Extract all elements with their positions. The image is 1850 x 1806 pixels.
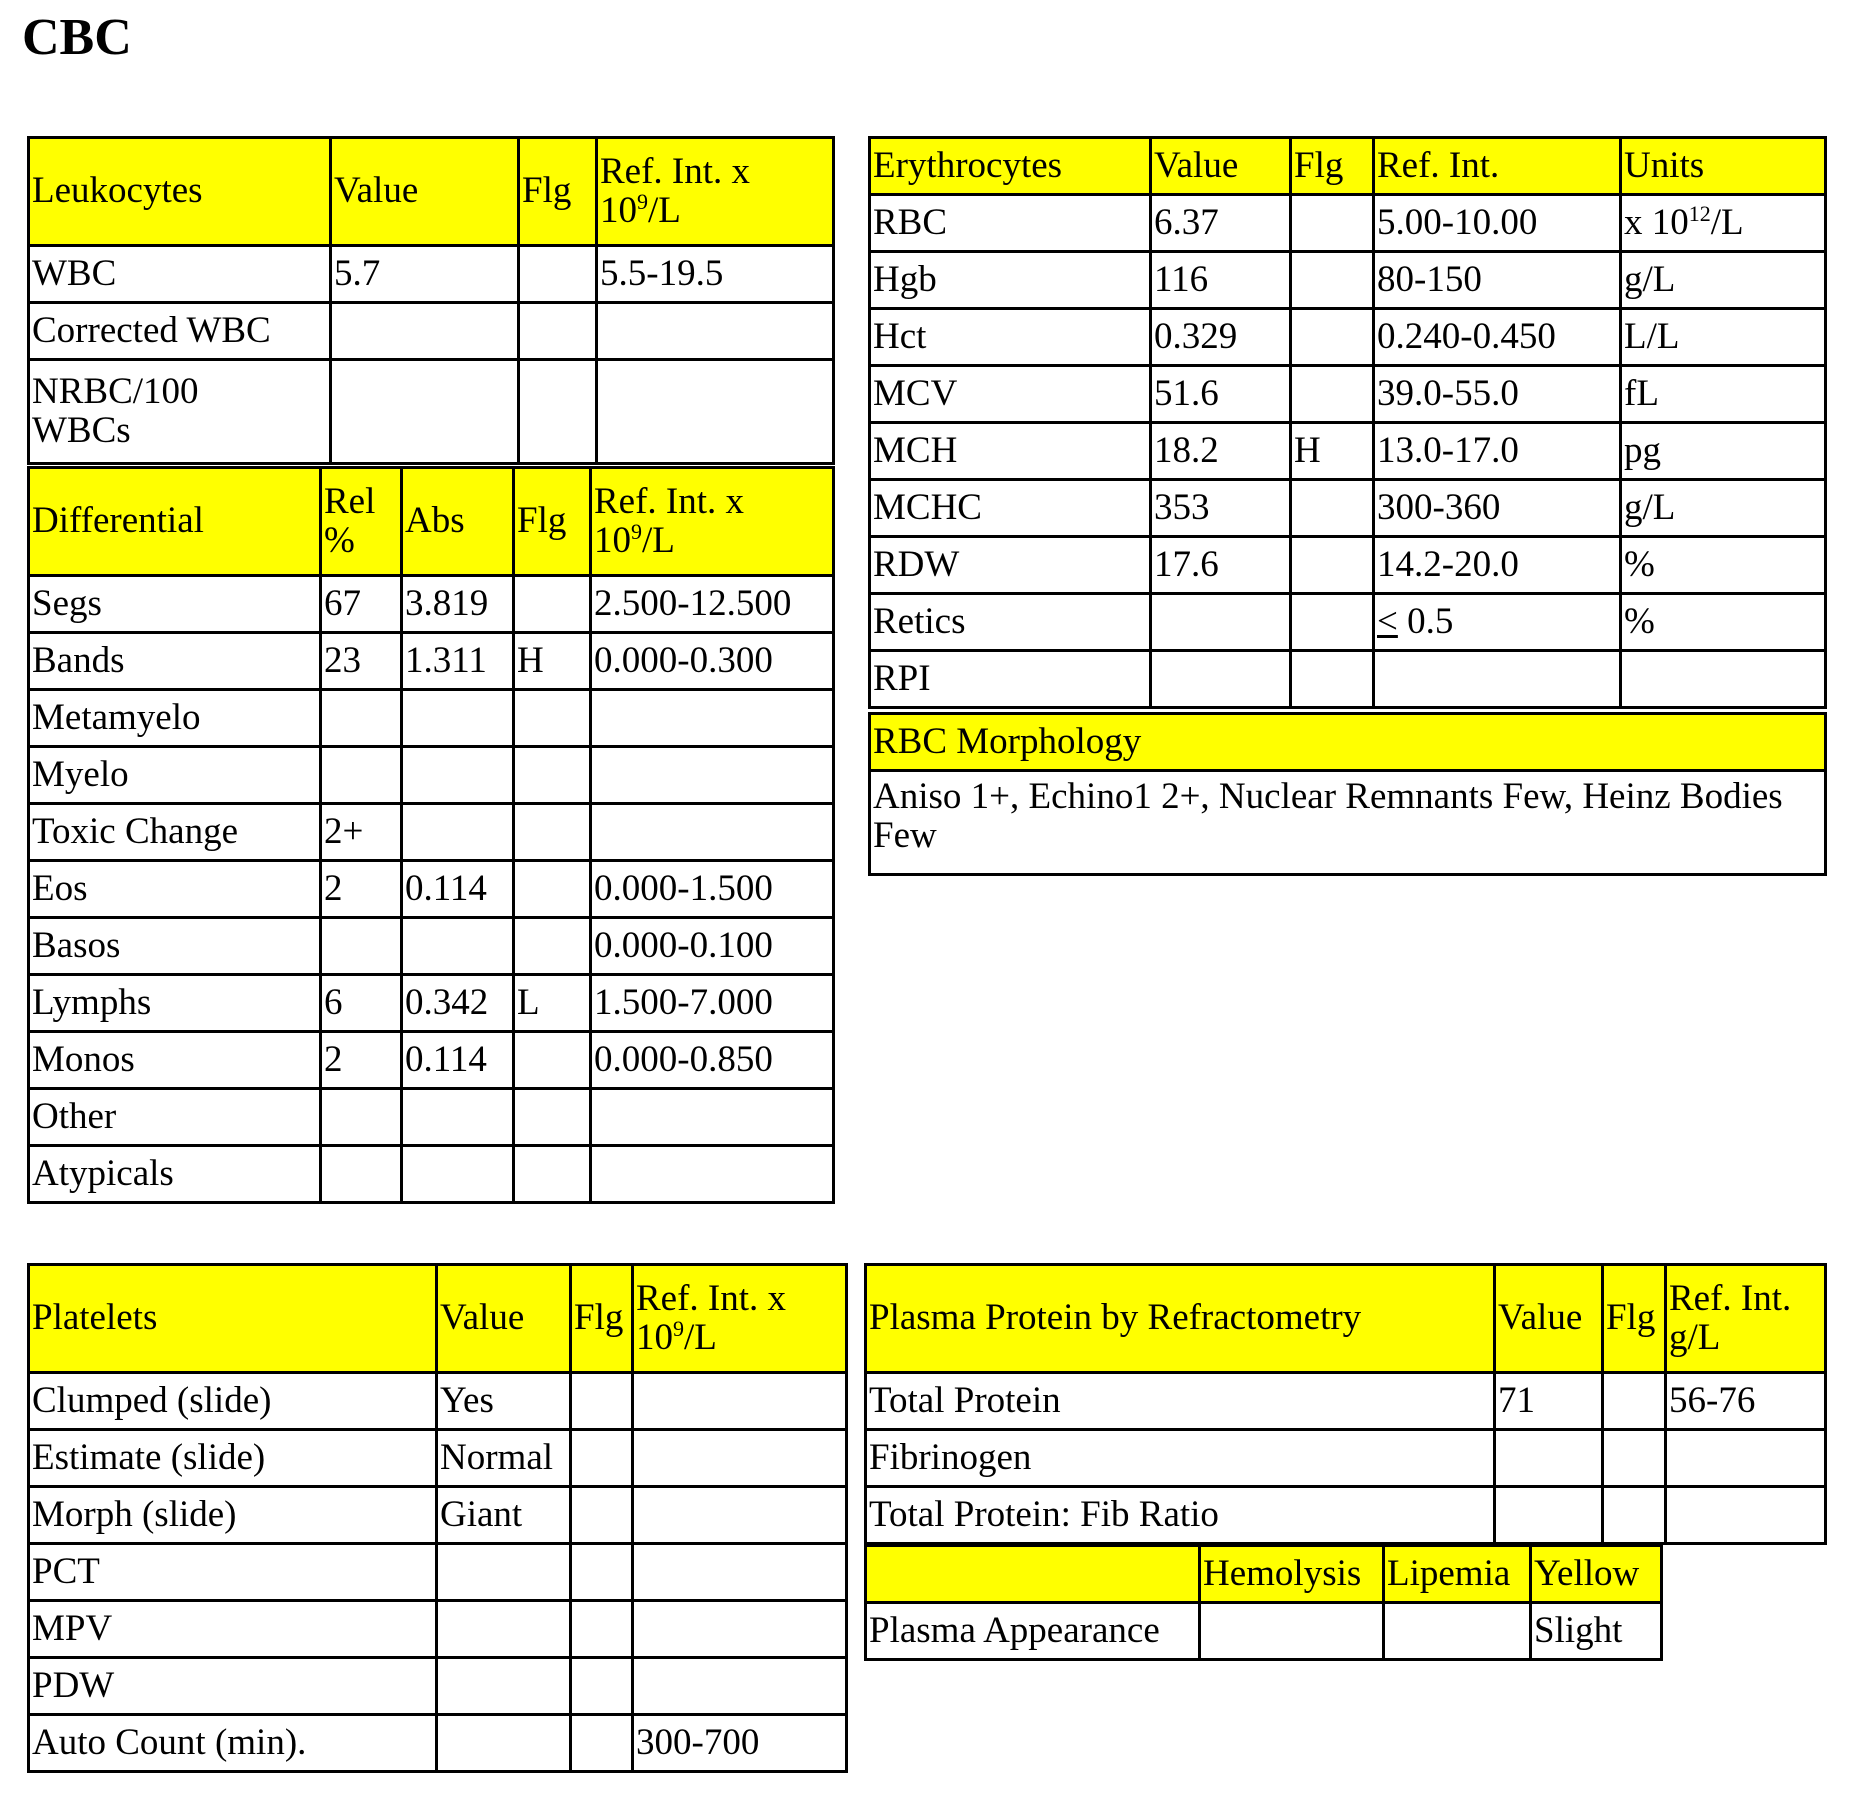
less-equal-symbol: < [1377, 600, 1398, 642]
table-row [870, 252, 1826, 309]
table-row [29, 360, 834, 464]
plasma-protein-table [864, 1263, 1827, 1545]
header-ref-int: Ref. Int. g/L [1666, 1265, 1826, 1373]
row-label: Estimate (slide) [29, 1430, 437, 1487]
row-value: 51.6 [1151, 366, 1291, 423]
row-abs: 0.342 [402, 975, 514, 1032]
row-flag [1291, 480, 1374, 537]
row-abs: 0.114 [402, 861, 514, 918]
row-label: Eos [29, 861, 321, 918]
table-row [29, 1146, 834, 1203]
row-rel: 6 [321, 975, 402, 1032]
row-label: Myelo [29, 747, 321, 804]
table-row [29, 1032, 834, 1089]
row-flag [571, 1373, 633, 1430]
table-row [870, 594, 1826, 651]
row-value [1151, 594, 1291, 651]
row-ref [591, 747, 834, 804]
row-value [437, 1715, 571, 1772]
row-units: g/L [1621, 480, 1826, 537]
row-value: Giant [437, 1487, 571, 1544]
table-row [29, 1715, 847, 1772]
header-value: Value [331, 138, 519, 246]
row-label: MCH [870, 423, 1151, 480]
header-leukocytes: Leukocytes [29, 138, 331, 246]
row-ref [633, 1373, 847, 1430]
row-value [331, 360, 519, 464]
row-label: Retics [870, 594, 1151, 651]
row-ref [597, 303, 834, 360]
row-value: 6.37 [1151, 195, 1291, 252]
row-rel [321, 1146, 402, 1203]
row-ref: 13.0-17.0 [1374, 423, 1621, 480]
table-row [870, 480, 1826, 537]
row-rel [321, 747, 402, 804]
row-flag [514, 918, 591, 975]
row-ref: 0.000-0.850 [591, 1032, 834, 1089]
erythrocytes-table [868, 136, 1827, 709]
table-row [29, 1487, 847, 1544]
table-row [866, 1487, 1826, 1544]
header-flag: Flg [571, 1265, 633, 1373]
header-hemolysis: Hemolysis [1200, 1546, 1384, 1603]
row-rel: 23 [321, 633, 402, 690]
row-flag [571, 1658, 633, 1715]
row-abs: 3.819 [402, 576, 514, 633]
table-row [870, 309, 1826, 366]
row-label: Morph (slide) [29, 1487, 437, 1544]
table-row [29, 975, 834, 1032]
row-flag [1291, 537, 1374, 594]
header-flag: Flg [514, 468, 591, 576]
row-flag [571, 1715, 633, 1772]
row-flag [514, 576, 591, 633]
row-label: Basos [29, 918, 321, 975]
row-label: Fibrinogen [866, 1430, 1495, 1487]
row-label: Total Protein [866, 1373, 1495, 1430]
table-row [29, 303, 834, 360]
row-value [1495, 1487, 1603, 1544]
row-label: RBC [870, 195, 1151, 252]
row-flag [514, 1089, 591, 1146]
row-flag [571, 1544, 633, 1601]
header-flag: Flg [1291, 138, 1374, 195]
row-ref [633, 1430, 847, 1487]
row-label: Plasma Appearance [866, 1603, 1200, 1660]
row-ref [633, 1487, 847, 1544]
table-row [29, 1544, 847, 1601]
row-flag [571, 1430, 633, 1487]
table-row [870, 195, 1826, 252]
row-ref [1666, 1487, 1826, 1544]
row-value: 0.329 [1151, 309, 1291, 366]
row-ref: 5.5-19.5 [597, 246, 834, 303]
row-label: Hct [870, 309, 1151, 366]
header-units: Units [1621, 138, 1826, 195]
row-flag [1291, 309, 1374, 366]
row-abs: 0.114 [402, 1032, 514, 1089]
row-ref: 2.500-12.500 [591, 576, 834, 633]
row-value: 17.6 [1151, 537, 1291, 594]
page-title: CBC [22, 9, 132, 66]
erythrocytes-header-row [870, 138, 1826, 195]
row-ref: 56-76 [1666, 1373, 1826, 1430]
row-flag: L [514, 975, 591, 1032]
row-abs [402, 1089, 514, 1146]
row-label: Corrected WBC [29, 303, 331, 360]
row-rel [321, 690, 402, 747]
row-ref [591, 1089, 834, 1146]
row-flag [1291, 195, 1374, 252]
row-rel: 2 [321, 1032, 402, 1089]
table-row [29, 690, 834, 747]
row-flag [519, 246, 597, 303]
row-abs [402, 747, 514, 804]
header-differential: Differential [29, 468, 321, 576]
table-row [866, 1603, 1662, 1660]
row-units: g/L [1621, 252, 1826, 309]
table-row [866, 1430, 1826, 1487]
row-ref [633, 1658, 847, 1715]
row-flag [1603, 1487, 1666, 1544]
row-ref: 300-700 [633, 1715, 847, 1772]
row-label: Auto Count (min). [29, 1715, 437, 1772]
row-units: pg [1621, 423, 1826, 480]
row-value [437, 1658, 571, 1715]
row-label: Atypicals [29, 1146, 321, 1203]
platelets-header-row [29, 1265, 847, 1373]
header-lipemia: Lipemia [1384, 1546, 1531, 1603]
table-row [866, 1373, 1826, 1430]
row-lipemia [1384, 1603, 1531, 1660]
row-units: L/L [1621, 309, 1826, 366]
differential-header-row [29, 468, 834, 576]
header-ref-int: Ref. Int. x $10^9/L$ [633, 1265, 847, 1373]
row-hemolysis [1200, 1603, 1384, 1660]
row-value [331, 303, 519, 360]
leukocytes-table [27, 136, 835, 465]
table-row [29, 1601, 847, 1658]
row-ref [597, 360, 834, 464]
row-flag [1291, 366, 1374, 423]
plasma-protein-header-row [866, 1265, 1826, 1373]
rbc-morphology-table [868, 712, 1827, 876]
header-platelets: Platelets [29, 1265, 437, 1373]
table-row [29, 1430, 847, 1487]
table-row [29, 246, 834, 303]
table-row [29, 1089, 834, 1146]
row-value [1151, 651, 1291, 708]
row-units [1621, 651, 1826, 708]
header-erythrocytes: Erythrocytes [870, 138, 1151, 195]
header-blank [866, 1546, 1200, 1603]
row-yellow: Slight [1531, 1603, 1662, 1660]
row-units: % [1621, 537, 1826, 594]
row-flag [1291, 252, 1374, 309]
row-value: 116 [1151, 252, 1291, 309]
row-label: WBC [29, 246, 331, 303]
row-flag [514, 690, 591, 747]
row-rel [321, 1089, 402, 1146]
row-ref: 5.00-10.00 [1374, 195, 1621, 252]
differential-table [27, 466, 835, 1204]
table-row [870, 423, 1826, 480]
row-label: Total Protein: Fib Ratio [866, 1487, 1495, 1544]
row-ref: 300-360 [1374, 480, 1621, 537]
table-row [29, 804, 834, 861]
row-abs [402, 1146, 514, 1203]
row-ref: 1.500-7.000 [591, 975, 834, 1032]
row-label: PDW [29, 1658, 437, 1715]
row-value [437, 1601, 571, 1658]
row-abs [402, 690, 514, 747]
row-label: Other [29, 1089, 321, 1146]
table-row [870, 366, 1826, 423]
table-row [29, 918, 834, 975]
row-ref: 0.000-0.300 [591, 633, 834, 690]
row-flag [514, 747, 591, 804]
header-rel-percent: Rel % [321, 468, 402, 576]
plasma-appearance-table [864, 1544, 1663, 1661]
row-label: NRBC/100 WBCs [29, 360, 331, 464]
row-ref [633, 1601, 847, 1658]
row-label: Bands [29, 633, 321, 690]
table-row [29, 747, 834, 804]
header-value: Value [437, 1265, 571, 1373]
row-units: x $10^{12}/L$ [1621, 195, 1826, 252]
row-rel: 67 [321, 576, 402, 633]
row-value: Normal [437, 1430, 571, 1487]
row-label: Hgb [870, 252, 1151, 309]
row-ref [1666, 1430, 1826, 1487]
plasma-appearance-header-row [866, 1546, 1662, 1603]
header-rbc-morphology: RBC Morphology [870, 714, 1826, 771]
table-row [870, 537, 1826, 594]
header-ref-int: Ref. Int. x $10^9/L$ [597, 138, 834, 246]
header-ref-int: Ref. Int. [1374, 138, 1621, 195]
row-label: Monos [29, 1032, 321, 1089]
table-row [29, 861, 834, 918]
row-flag [1603, 1373, 1666, 1430]
row-label: Segs [29, 576, 321, 633]
row-flag [519, 360, 597, 464]
row-ref [591, 804, 834, 861]
row-ref [633, 1544, 847, 1601]
row-label: PCT [29, 1544, 437, 1601]
row-flag [1603, 1430, 1666, 1487]
row-flag [514, 1146, 591, 1203]
row-value: 71 [1495, 1373, 1603, 1430]
row-value: 353 [1151, 480, 1291, 537]
table-row [29, 1373, 847, 1430]
row-label: Metamyelo [29, 690, 321, 747]
header-value: Value [1495, 1265, 1603, 1373]
rbc-morphology-text: Aniso 1+, Echino1 2+, Nuclear Remnants Few, Heinz Bodies Few [870, 771, 1826, 875]
table-row [870, 651, 1826, 708]
row-ref: 0.240-0.450 [1374, 309, 1621, 366]
row-rel: 2 [321, 861, 402, 918]
row-rel [321, 918, 402, 975]
header-flag: Flg [519, 138, 597, 246]
row-label: MCHC [870, 480, 1151, 537]
row-flag [514, 861, 591, 918]
row-label: Lymphs [29, 975, 321, 1032]
row-abs: 1.311 [402, 633, 514, 690]
header-value: Value [1151, 138, 1291, 195]
row-ref [591, 1146, 834, 1203]
table-row [29, 633, 834, 690]
row-rel: 2+ [321, 804, 402, 861]
row-value: Yes [437, 1373, 571, 1430]
row-flag [571, 1487, 633, 1544]
row-ref: 80-150 [1374, 252, 1621, 309]
row-flag [514, 1032, 591, 1089]
row-ref: < 0.5 [1374, 594, 1621, 651]
row-label: Toxic Change [29, 804, 321, 861]
row-label: MPV [29, 1601, 437, 1658]
row-flag: H [514, 633, 591, 690]
row-flag: H [1291, 423, 1374, 480]
table-row [29, 576, 834, 633]
row-label: MCV [870, 366, 1151, 423]
row-ref [1374, 651, 1621, 708]
row-ref: 0.000-1.500 [591, 861, 834, 918]
row-flag [519, 303, 597, 360]
row-label: Clumped (slide) [29, 1373, 437, 1430]
leukocytes-header-row [29, 138, 834, 246]
row-label: RDW [870, 537, 1151, 594]
row-ref: 0.000-0.100 [591, 918, 834, 975]
header-yellow: Yellow [1531, 1546, 1662, 1603]
row-flag [571, 1601, 633, 1658]
row-flag [514, 804, 591, 861]
row-value [437, 1544, 571, 1601]
row-ref [591, 690, 834, 747]
platelets-table [27, 1263, 848, 1773]
row-value [1495, 1430, 1603, 1487]
row-ref: 14.2-20.0 [1374, 537, 1621, 594]
table-row [29, 1658, 847, 1715]
header-ref-int: Ref. Int. x $10^9/L$ [591, 468, 834, 576]
row-ref: 39.0-55.0 [1374, 366, 1621, 423]
row-units: % [1621, 594, 1826, 651]
row-flag [1291, 594, 1374, 651]
header-plasma-protein: Plasma Protein by Refractometry [866, 1265, 1495, 1373]
row-value: 5.7 [331, 246, 519, 303]
row-value: 18.2 [1151, 423, 1291, 480]
row-abs [402, 804, 514, 861]
row-label: RPI [870, 651, 1151, 708]
row-abs [402, 918, 514, 975]
header-flag: Flg [1603, 1265, 1666, 1373]
row-flag [1291, 651, 1374, 708]
header-abs: Abs [402, 468, 514, 576]
row-units: fL [1621, 366, 1826, 423]
